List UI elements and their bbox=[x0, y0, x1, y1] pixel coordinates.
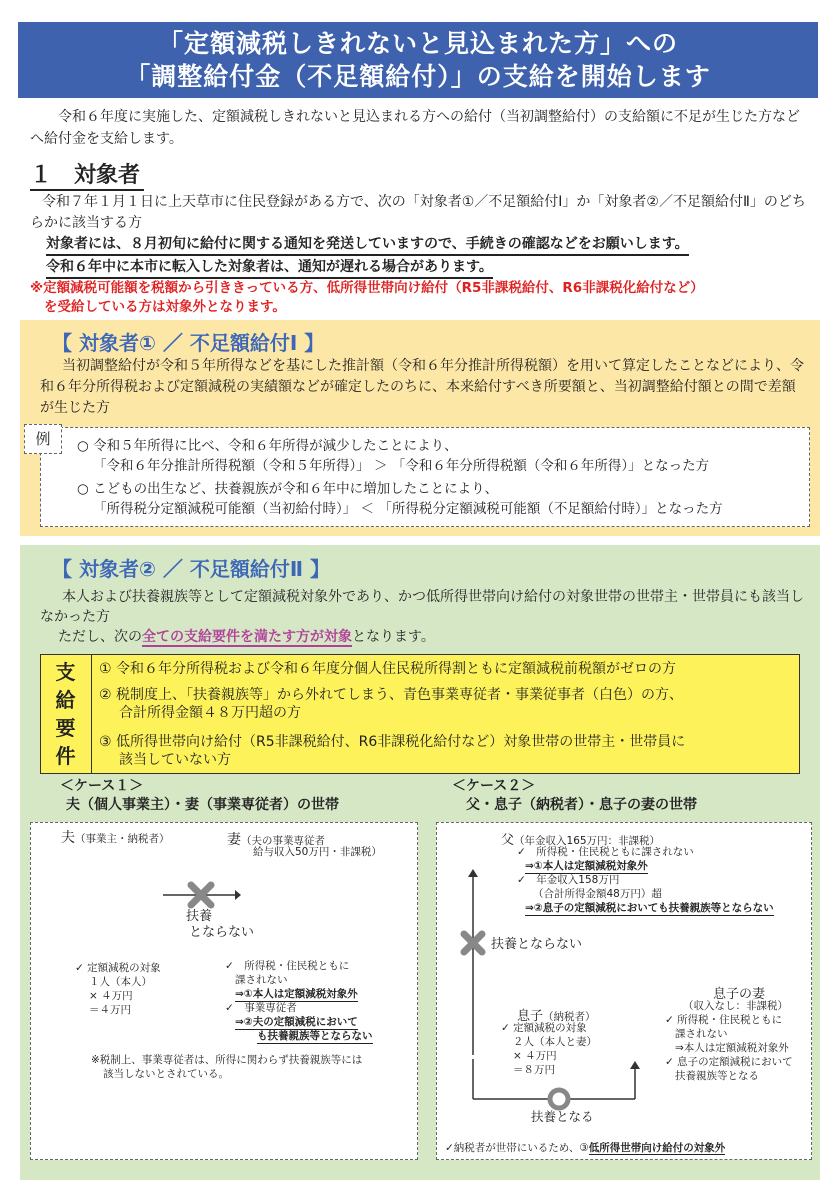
intro-text: 令和６年度に実施した、定額減税しきれないと見込まれる方への給付（当初調整給付）の支給額に不足が生じた方などへ給付金を支給します。 bbox=[30, 109, 800, 147]
requirements-box bbox=[40, 654, 800, 774]
wife-label: 妻 bbox=[227, 832, 241, 848]
example-label: 例 bbox=[24, 424, 62, 454]
case2-f-line-3: ✓ 年金収入158万円 bbox=[517, 874, 620, 886]
case2-no-dep: 扶養とならない bbox=[491, 937, 583, 952]
case1-no-dep-2: とならない bbox=[189, 925, 255, 940]
exclusion-line-2: を受給している方は対象外となります。 bbox=[44, 299, 286, 315]
case2-up-arrow-icon bbox=[463, 869, 483, 1059]
target2-condition-note bbox=[58, 627, 435, 647]
section-heading: １ 対象者 bbox=[30, 163, 144, 191]
case1-h-line-2: １人（本人） bbox=[89, 976, 152, 988]
case1-w-line-1: ✓ 所得税・住民税ともに bbox=[225, 960, 350, 972]
note-pre: ただし、次の bbox=[58, 629, 142, 645]
req-label-char-4: 件 bbox=[55, 744, 76, 768]
case2-title: 父・息子（納税者）・息子の妻の世帯 bbox=[466, 797, 697, 813]
case2-s-line-2: ２人（本人と妻） bbox=[513, 1036, 597, 1048]
case2-sw-line-1: ✓ 所得税・住民税ともに bbox=[665, 1014, 783, 1026]
target1-body: 当初調整給付が令和５年所得などを基にした推計額（令和６年分推計所得税額）を用いて算定したことなどにより、令和６年分所得税および定額減税の実績額などが確定したのちに、本来給付すべき所要額と、当初調整給付額との間で差額が生じた方 bbox=[40, 358, 804, 416]
case2-sw-line-3: ⇒本人は定額減税対象外 bbox=[675, 1042, 789, 1054]
example-1-line-1: ○ 令和５年所得に比べ、令和６年所得が減少したことにより、 bbox=[77, 438, 458, 454]
example-box bbox=[40, 427, 810, 527]
requirement-1: ① 令和６年分所得税および令和６年度分個人住民税所得割ともに定額減税前税額がゼロの方 bbox=[99, 661, 676, 677]
section-body: 令和７年１月１日に上天草市に住民登録がある方で、次の「対象者①／不足額給付Ⅰ」か「対象者②／不足額給付Ⅱ」のどちらかに該当する方 bbox=[30, 194, 806, 231]
case1-w-line-3: ⇒①本人は定額減税対象外 bbox=[235, 988, 358, 1000]
requirement-3-line-1: ③ 低所得世帯向け給付（R5非課税給付、R6非課税化給付など）対象世帯の世帯主・世帯員に bbox=[99, 734, 686, 750]
requirements-label bbox=[40, 654, 92, 774]
target2-title: 【 対象者② ／ 不足額給付Ⅱ 】 bbox=[52, 557, 330, 581]
case2-son-wife-sub: （収入なし：非課税） bbox=[683, 1000, 788, 1012]
case2-sw-line-2: 課されない bbox=[675, 1028, 728, 1040]
case2-cross-icon bbox=[459, 929, 487, 957]
example-1-line-2: 「令和６年分推計所得税額（令和５年所得）」 ＞ 「令和６年分所得税額（令和６年所得）」となった方 bbox=[93, 458, 710, 474]
exclusion-note bbox=[30, 279, 815, 317]
example-2-line-2: 「所得税分定額減税可能額（当初給付時）」 ＜ 「所得税分定額減税可能額（不足額給付時）」となった方 bbox=[93, 501, 723, 517]
req-label-char-1: 支 bbox=[55, 660, 76, 684]
notice-underlined-1: 対象者には、８月初旬に給付に関する通知を発送していますので、手続きの確認などをお願いします。 bbox=[46, 235, 689, 256]
case1-w-line-6: も扶養親族等とならない bbox=[257, 1030, 373, 1042]
target1-title: 【 対象者① ／ 不足額給付Ⅰ 】 bbox=[52, 331, 325, 355]
case1-husband bbox=[61, 831, 170, 846]
case1-h-line-4: ＝４万円 bbox=[89, 1004, 131, 1016]
husband-label: 夫 bbox=[61, 830, 75, 846]
son-sub: （納税者） bbox=[543, 1011, 596, 1023]
wife-sub-2: 給与収入50万円・非課税） bbox=[253, 846, 382, 858]
case1-h-line-3: × ４万円 bbox=[89, 990, 133, 1002]
note-post: となります。 bbox=[352, 629, 435, 645]
case2-f-line-4: （合計所得金額48万円）超 bbox=[533, 888, 662, 900]
husband-sub: （事業主・納税者） bbox=[75, 833, 170, 845]
case1-no-dep-1: 扶養 bbox=[186, 909, 213, 924]
footnote-pre: ✓納税者が世帯にいるため、③ bbox=[445, 1142, 589, 1154]
notice-underlined-2: 令和６年中に本市に転入した対象者は、通知が遅れる場合があります。 bbox=[46, 258, 493, 279]
note-emphasis: 全ての支給要件を満たす方が対象 bbox=[142, 629, 352, 645]
case2-son-wife: 息子の妻 bbox=[713, 987, 766, 1002]
page-banner bbox=[18, 22, 818, 98]
wife-sub-1: （夫の事業専従者 bbox=[241, 835, 325, 847]
case1-h-line-1: ✓ 定額減税の対象 bbox=[75, 962, 161, 974]
case1-note-1: ※税制上、事業専従者は、所得に関わらず扶養親族等には bbox=[91, 1054, 363, 1066]
requirement-2-line-2: 合計所得金額４８万円超の方 bbox=[119, 705, 301, 721]
case1-note-2: 該当しないとされている。 bbox=[103, 1068, 229, 1080]
case1-w-line-5: ⇒②夫の定額減税において bbox=[235, 1016, 358, 1028]
footnote-emphasis: 低所得世帯向け給付の対象外 bbox=[588, 1142, 726, 1154]
father-label: 父 bbox=[501, 833, 515, 848]
case1-w-line-2: 課されない bbox=[235, 974, 288, 986]
banner-line-1: 「定額減税しきれないと見込まれた方」への bbox=[157, 29, 678, 58]
example-2-line-1: ○ こどもの出生など、扶養親族が令和６年中に増加したことにより、 bbox=[77, 481, 499, 497]
requirement-2-line-1: ② 税制度上、「扶養親族等」から外れてしまう、青色事業専従者・事業従事者（白色）の方、 bbox=[99, 687, 683, 703]
case2-label: ＜ケース２＞ bbox=[452, 778, 536, 794]
case1-title: 夫（個人事業主）・妻（事業専従者）の世帯 bbox=[66, 797, 339, 813]
son-label: 息子 bbox=[517, 1009, 544, 1024]
req-label-char-3: 要 bbox=[55, 716, 76, 740]
exclusion-line-1: ※定額減税可能額を税額から引ききっている方、低所得世帯向け給付（R5非課税給付、R6非課税化給付など） bbox=[30, 280, 704, 296]
case2-f-line-2: ⇒①本人は定額減税対象外 bbox=[525, 860, 648, 872]
case2-footnote bbox=[445, 1141, 725, 1155]
case2-sw-line-4: ✓ 息子の定額減税において bbox=[665, 1056, 793, 1068]
case2-s-line-3: × ４万円 bbox=[513, 1050, 557, 1062]
banner-line-2: 「調整給付金（不足額給付）」の支給を開始します bbox=[125, 62, 711, 91]
case2-diagram bbox=[436, 822, 812, 1160]
case2-sw-line-5: 扶養親族等となる bbox=[675, 1070, 759, 1082]
case1-label: ＜ケース１＞ bbox=[60, 778, 144, 794]
case2-f-line-1: ✓ 所得税・住民税ともに課されない bbox=[517, 846, 694, 858]
case2-dep: 扶養となる bbox=[531, 1109, 594, 1124]
target2-body: 本人および扶養親族等として定額減税対象外であり、かつ低所得世帯向け給付の対象世帯の世帯主・世帯員にも該当しなかった方 bbox=[40, 589, 804, 625]
case2-s-line-4: ＝８万円 bbox=[513, 1064, 555, 1076]
case1-w-line-4: ✓ 事業専従者 bbox=[225, 1002, 297, 1014]
case2-f-line-5: ⇒②息子の定額減税においても扶養親族等とならない bbox=[525, 902, 774, 914]
case2-s-line-1: ✓ 定額減税の対象 bbox=[501, 1022, 587, 1034]
req-label-char-2: 給 bbox=[55, 688, 76, 712]
case1-diagram bbox=[30, 822, 418, 1160]
requirement-3-line-2: 該当していない方 bbox=[119, 752, 231, 768]
father-sub: （年金収入165万円：非課税） bbox=[514, 835, 661, 847]
